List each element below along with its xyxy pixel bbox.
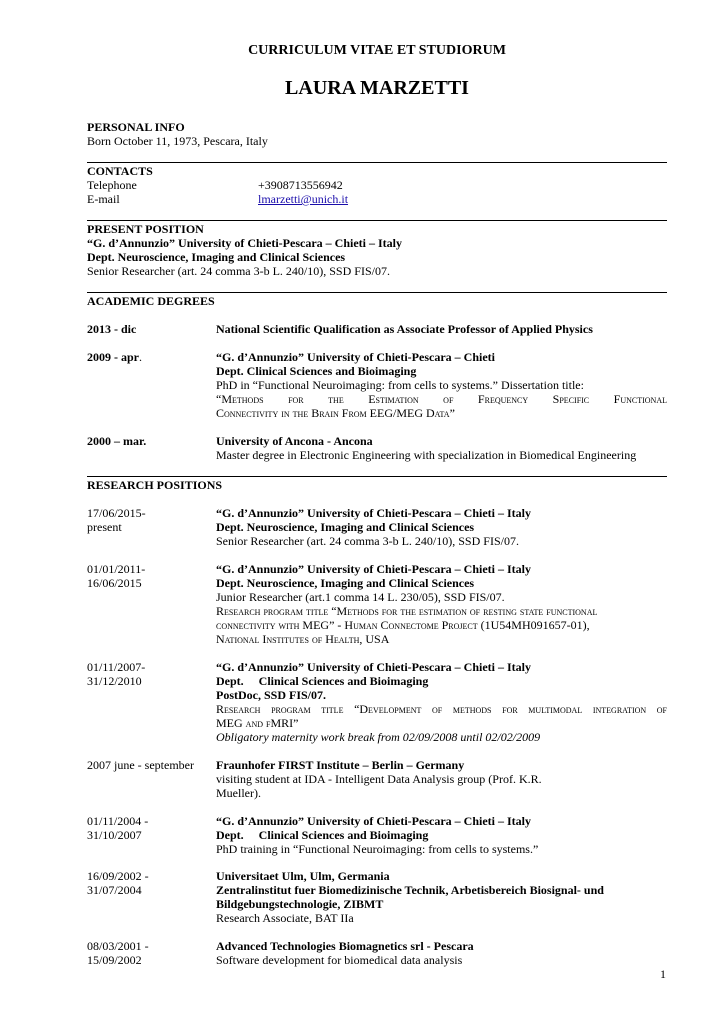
degree-date: 2009 - apr bbox=[87, 350, 139, 364]
person-name: LAURA MARZETTI bbox=[285, 77, 469, 99]
position-date-end: 16/06/2015 bbox=[87, 576, 142, 590]
position-institution: “G. d’Annunzio” University of Chieti-Pescara – Chieti – Italy bbox=[216, 506, 531, 520]
contacts-section bbox=[87, 164, 667, 206]
degree-department: Dept. Clinical Sciences and Bioimaging bbox=[216, 364, 417, 378]
personal-info-heading: PERSONAL INFO bbox=[87, 120, 185, 134]
position-department: Dept. Clinical Sciences and Bioimaging bbox=[216, 674, 429, 688]
contacts-heading: CONTACTS bbox=[87, 164, 153, 178]
position-date-start: 08/03/2001 - bbox=[87, 939, 149, 953]
degree-date: 2000 – mar. bbox=[87, 434, 147, 448]
personal-info-section bbox=[87, 120, 667, 148]
position-institution: “G. d’Annunzio” University of Chieti-Pescara – Chieti – Italy bbox=[216, 660, 531, 674]
cv-page bbox=[87, 0, 667, 1024]
telephone-value: +3908713556942 bbox=[258, 178, 343, 192]
birth-info: Born October 11, 1973, Pescara, Italy bbox=[87, 134, 268, 148]
position-institution: “G. d’Annunzio” University of Chieti-Pescara – Chieti – Italy bbox=[216, 562, 531, 576]
degree-university: “G. d’Annunzio” University of Chieti-Pescara – Chieti bbox=[216, 350, 495, 364]
position-date-start: 01/11/2004 - bbox=[87, 814, 149, 828]
academic-degrees-heading: ACADEMIC DEGREES bbox=[87, 294, 215, 308]
position-note: Obligatory maternity work break from 02/09/2008 until 02/02/2009 bbox=[216, 730, 541, 744]
position-date-start: 17/06/2015- bbox=[87, 506, 146, 520]
degree-date-suffix: . bbox=[139, 350, 142, 364]
present-university: “G. d’Annunzio” University of Chieti-Pescara – Chieti – Italy bbox=[87, 236, 402, 250]
position-department: Bildgebungstechnologie, ZIBMT bbox=[216, 897, 384, 911]
position-date-end: 31/10/2007 bbox=[87, 828, 142, 842]
position-role: PhD training in “Functional Neuroimaging: from cells to systems.” bbox=[216, 842, 539, 856]
position-description: MEG and fMRI” bbox=[216, 716, 299, 730]
page-number: 1 bbox=[660, 967, 666, 981]
position-role: Junior Researcher (art.1 comma 14 L. 230/05), SSD FIS/07. bbox=[216, 590, 505, 604]
position-description: National Institutes of Health, USA bbox=[216, 632, 390, 646]
position-description: Research program title “Development of methods for multimodal integration of bbox=[216, 702, 668, 716]
present-role: Senior Researcher (art. 24 comma 3-b L. 240/10), SSD FIS/07. bbox=[87, 264, 390, 278]
section-divider bbox=[87, 220, 667, 221]
section-divider bbox=[87, 476, 667, 477]
position-department: Zentralinstitut fuer Biomedizinische Technik, Arbetisbereich Biosignal- und bbox=[216, 883, 604, 897]
position-institution: Fraunhofer FIRST Institute – Berlin – Germany bbox=[216, 758, 465, 772]
present-department: Dept. Neuroscience, Imaging and Clinical Sciences bbox=[87, 250, 346, 264]
degree-description: PhD in “Functional Neuroimaging: from cells to systems.” Dissertation title: bbox=[216, 378, 584, 392]
position-date-end: present bbox=[87, 520, 122, 534]
telephone-label: Telephone bbox=[87, 178, 137, 192]
present-position-heading: PRESENT POSITION bbox=[87, 222, 204, 236]
position-department: Dept. Clinical Sciences and Bioimaging bbox=[216, 828, 429, 842]
degree-description: Master degree in Electronic Engineering with specialization in Biomedical Engineering bbox=[216, 448, 637, 462]
email-label: E-mail bbox=[87, 192, 120, 206]
position-date-start: 16/09/2002 - bbox=[87, 869, 149, 883]
position-institution: “G. d’Annunzio” University of Chieti-Pescara – Chieti – Italy bbox=[216, 814, 531, 828]
position-description: Research program title “Methods for the estimation of resting state functional bbox=[216, 604, 598, 618]
position-date-end: 31/07/2004 bbox=[87, 883, 142, 897]
section-divider bbox=[87, 292, 667, 293]
position-date-start: 01/11/2007- bbox=[87, 660, 146, 674]
document-title: CURRICULUM VITAE ET STUDIORUM bbox=[248, 43, 506, 58]
position-date-start: 01/01/2011- bbox=[87, 562, 146, 576]
position-institution: Universitaet Ulm, Ulm, Germania bbox=[216, 869, 390, 883]
position-description: Mueller). bbox=[216, 786, 261, 800]
position-description: connectivity with MEG” - Human Connectome Project (1U54MH091657-01), bbox=[216, 618, 590, 632]
position-institution: Advanced Technologies Biomagnetics srl - Pescara bbox=[216, 939, 474, 953]
dissertation-title-line: Connectivity in the Brain From EEG/MEG Data” bbox=[216, 406, 455, 420]
position-department: Dept. Neuroscience, Imaging and Clinical Sciences bbox=[216, 576, 475, 590]
present-position-section bbox=[87, 222, 667, 278]
position-date-start: 2007 june - september bbox=[87, 758, 194, 772]
position-role: PostDoc, SSD FIS/07. bbox=[216, 688, 327, 702]
degree-title: National Scientific Qualification as Associate Professor of Applied Physics bbox=[216, 322, 593, 336]
position-role: Software development for biomedical data analysis bbox=[216, 953, 463, 967]
dissertation-title-line: “Methods for the Estimation of Frequency Specific Functional bbox=[216, 392, 667, 406]
section-divider bbox=[87, 162, 667, 163]
position-role: Research Associate, BAT IIa bbox=[216, 911, 354, 925]
position-description: visiting student at IDA - Intelligent Data Analysis group (Prof. K.R. bbox=[216, 772, 542, 786]
research-positions-heading: RESEARCH POSITIONS bbox=[87, 478, 223, 492]
position-department: Dept. Neuroscience, Imaging and Clinical Sciences bbox=[216, 520, 475, 534]
position-date-end: 15/09/2002 bbox=[87, 953, 142, 967]
position-date-end: 31/12/2010 bbox=[87, 674, 142, 688]
position-role: Senior Researcher (art. 24 comma 3-b L. 240/10), SSD FIS/07. bbox=[216, 534, 519, 548]
email-link[interactable]: lmarzetti@unich.it bbox=[258, 192, 349, 206]
degree-university: University of Ancona - Ancona bbox=[216, 434, 373, 448]
degree-date: 2013 - dic bbox=[87, 322, 137, 336]
